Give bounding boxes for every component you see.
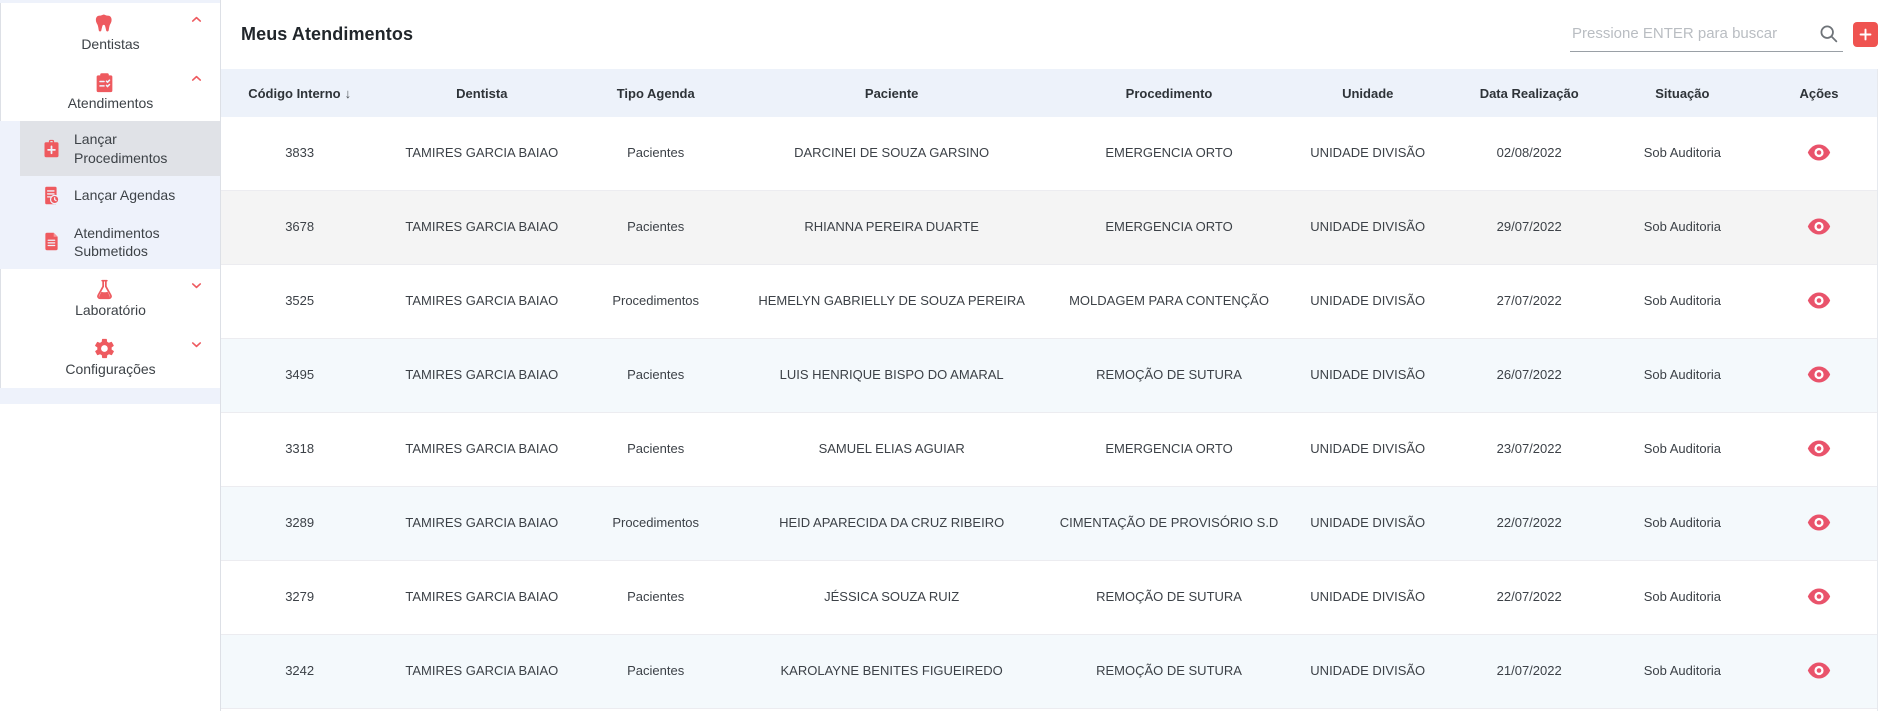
cell-data-realizacao: 22/07/2022 [1496, 589, 1562, 605]
cell-tipo-agenda: Procedimentos [612, 293, 700, 309]
atendimentos-table [221, 69, 1878, 711]
cell-paciente: DARCINEI DE SOUZA GARSINO [794, 145, 990, 161]
chevron-down-icon [189, 337, 204, 352]
cell-acoes [1761, 364, 1877, 388]
cell-codigo-interno: 3495 [285, 367, 315, 383]
cell-unidade: UNIDADE DIVISÃO [1310, 663, 1426, 679]
cell-codigo-interno: 3242 [285, 663, 315, 679]
cell-unidade: UNIDADE DIVISÃO [1310, 367, 1426, 383]
plus-icon [1857, 26, 1874, 43]
cell-paciente: HEID APARECIDA DA CRUZ RIBEIRO [779, 515, 1005, 531]
column-header-paciente[interactable]: Paciente [864, 85, 919, 101]
cell-acoes [1761, 290, 1877, 314]
cell-procedimento: REMOÇÃO DE SUTURA [1096, 367, 1242, 383]
table-row [221, 191, 1877, 265]
clipboard-check-icon [93, 71, 116, 94]
cell-situacao: Sob Auditoria [1643, 589, 1722, 605]
page-title: Meus Atendimentos [241, 24, 414, 44]
cell-tipo-agenda: Pacientes [627, 663, 685, 679]
table-row [221, 265, 1877, 339]
column-header-acoes: Ações [1799, 85, 1839, 101]
cell-situacao: Sob Auditoria [1643, 663, 1722, 679]
cell-data-realizacao: 29/07/2022 [1496, 219, 1562, 235]
cell-data-realizacao: 22/07/2022 [1496, 515, 1562, 531]
table-row [221, 339, 1877, 413]
view-atendimento-button[interactable] [1805, 216, 1833, 237]
eye-icon [1807, 144, 1831, 161]
chevron-down-icon [189, 278, 204, 293]
sidebar-item-atendimentos-submetidos[interactable] [20, 215, 220, 269]
column-header-procedimento[interactable]: Procedimento [1125, 85, 1213, 101]
cell-situacao: Sob Auditoria [1643, 145, 1722, 161]
table-row [221, 487, 1877, 561]
view-atendimento-button[interactable] [1805, 586, 1833, 607]
cell-codigo-interno: 3525 [285, 293, 315, 309]
sidebar-item-configuracoes[interactable] [0, 328, 220, 387]
cell-tipo-agenda: Pacientes [627, 367, 685, 383]
tooth-icon [93, 12, 116, 35]
cell-acoes [1761, 216, 1877, 240]
cell-paciente: JÉSSICA SOUZA RUIZ [824, 589, 960, 605]
cell-tipo-agenda: Pacientes [627, 589, 685, 605]
add-button[interactable] [1853, 22, 1878, 47]
cell-procedimento: CIMENTAÇÃO DE PROVISÓRIO S.D [1059, 515, 1279, 531]
column-header-situacao[interactable]: Situação [1655, 85, 1710, 101]
cell-paciente: RHIANNA PEREIRA DUARTE [804, 219, 979, 235]
cell-acoes [1761, 660, 1877, 684]
cell-dentista: TAMIRES GARCIA BAIAO [405, 367, 559, 383]
cell-dentista: TAMIRES GARCIA BAIAO [405, 145, 559, 161]
cell-paciente: LUIS HENRIQUE BISPO DO AMARAL [779, 367, 1004, 383]
eye-icon [1807, 514, 1831, 531]
view-atendimento-button[interactable] [1805, 142, 1833, 163]
cell-acoes [1761, 586, 1877, 610]
chevron-up-icon [189, 71, 204, 86]
view-atendimento-button[interactable] [1805, 290, 1833, 311]
sidebar [0, 0, 220, 711]
sidebar-item-label: Lançar Agendas [74, 187, 176, 204]
table-row [221, 635, 1877, 709]
column-header-data-realizacao[interactable]: Data Realização [1479, 85, 1579, 101]
medkit-icon [41, 138, 62, 159]
cell-situacao: Sob Auditoria [1643, 367, 1722, 383]
file-clock-icon [41, 185, 62, 206]
sidebar-nav [0, 0, 220, 404]
document-lines-icon [41, 231, 62, 252]
eye-icon [1807, 292, 1831, 309]
cell-data-realizacao: 27/07/2022 [1496, 293, 1562, 309]
cell-unidade: UNIDADE DIVISÃO [1310, 219, 1426, 235]
table-row [221, 117, 1877, 191]
cell-unidade: UNIDADE DIVISÃO [1310, 441, 1426, 457]
cell-data-realizacao: 23/07/2022 [1496, 441, 1562, 457]
cell-tipo-agenda: Procedimentos [612, 515, 700, 531]
cell-data-realizacao: 21/07/2022 [1496, 663, 1562, 679]
view-atendimento-button[interactable] [1805, 438, 1833, 459]
sidebar-item-label: Dentistas [81, 36, 140, 52]
cell-data-realizacao: 02/08/2022 [1496, 145, 1562, 161]
search-input[interactable] [1572, 25, 1818, 42]
cell-acoes [1761, 512, 1877, 536]
table-body [221, 117, 1877, 709]
sidebar-item-lancar-agendas[interactable] [20, 176, 220, 215]
sidebar-item-laboratorio[interactable] [0, 269, 220, 328]
table-row [221, 413, 1877, 487]
sidebar-item-atendimentos[interactable] [0, 62, 220, 121]
cell-situacao: Sob Auditoria [1643, 515, 1722, 531]
cell-dentista: TAMIRES GARCIA BAIAO [405, 515, 559, 531]
cell-acoes [1761, 142, 1877, 166]
cell-dentista: TAMIRES GARCIA BAIAO [405, 663, 559, 679]
column-header-tipo-agenda[interactable]: Tipo Agenda [616, 85, 695, 101]
cell-codigo-interno: 3678 [285, 219, 315, 235]
cell-dentista: TAMIRES GARCIA BAIAO [405, 441, 559, 457]
eye-icon [1807, 440, 1831, 457]
cell-data-realizacao: 26/07/2022 [1496, 367, 1562, 383]
cell-unidade: UNIDADE DIVISÃO [1310, 145, 1426, 161]
cell-codigo-interno: 3289 [285, 515, 315, 531]
sidebar-item-label: Atendimentos [67, 95, 154, 112]
main-content [220, 0, 1890, 711]
eye-icon [1807, 366, 1831, 383]
view-atendimento-button[interactable] [1805, 660, 1833, 681]
cell-dentista: TAMIRES GARCIA BAIAO [405, 589, 559, 605]
cell-tipo-agenda: Pacientes [627, 219, 685, 235]
eye-icon [1807, 588, 1831, 605]
column-header-codigo-interno[interactable]: Código Interno ↓ [248, 85, 352, 101]
cell-tipo-agenda: Pacientes [627, 441, 685, 457]
cell-codigo-interno: 3318 [285, 441, 315, 457]
cell-procedimento: EMERGENCIA ORTO [1105, 145, 1233, 161]
table-row [221, 561, 1877, 635]
cell-codigo-interno: 3833 [285, 145, 315, 161]
sidebar-item-label: Laboratório [75, 302, 146, 319]
sidebar-item-label: Lançar Procedimentos [74, 131, 168, 166]
cell-dentista: TAMIRES GARCIA BAIAO [405, 219, 559, 235]
table-header-row [221, 69, 1877, 117]
sidebar-item-label: Atendimentos Submetidos [74, 224, 160, 259]
cell-procedimento: REMOÇÃO DE SUTURA [1096, 663, 1242, 679]
sidebar-item-lancar-procedimentos[interactable] [20, 121, 220, 175]
view-atendimento-button[interactable] [1805, 512, 1833, 533]
cell-unidade: UNIDADE DIVISÃO [1310, 293, 1426, 309]
sidebar-item-label: Configurações [65, 361, 156, 378]
cell-situacao: Sob Auditoria [1643, 441, 1722, 457]
search-box [1570, 18, 1843, 52]
view-atendimento-button[interactable] [1805, 364, 1833, 385]
eye-icon [1807, 218, 1831, 235]
cell-paciente: SAMUEL ELIAS AGUIAR [818, 441, 965, 457]
sidebar-item-dentistas[interactable] [0, 3, 220, 62]
flask-icon [93, 278, 116, 301]
topbar [221, 0, 1878, 69]
cell-tipo-agenda: Pacientes [627, 145, 685, 161]
cell-dentista: TAMIRES GARCIA BAIAO [405, 293, 559, 309]
eye-icon [1807, 662, 1831, 679]
cell-situacao: Sob Auditoria [1643, 219, 1722, 235]
column-header-unidade[interactable]: Unidade [1342, 85, 1394, 101]
magnifier-icon[interactable] [1818, 23, 1839, 44]
cell-paciente: KAROLAYNE BENITES FIGUEIREDO [780, 663, 1003, 679]
cell-unidade: UNIDADE DIVISÃO [1310, 515, 1426, 531]
chevron-up-icon [189, 12, 204, 27]
cell-situacao: Sob Auditoria [1643, 293, 1722, 309]
cell-acoes [1761, 438, 1877, 462]
cell-procedimento: EMERGENCIA ORTO [1105, 441, 1233, 457]
cell-procedimento: MOLDAGEM PARA CONTENÇÃO [1069, 293, 1269, 309]
column-header-dentista[interactable]: Dentista [456, 85, 508, 101]
gear-icon [93, 337, 116, 360]
cell-unidade: UNIDADE DIVISÃO [1310, 589, 1426, 605]
cell-paciente: HEMELYN GABRIELLY DE SOUZA PEREIRA [758, 293, 1025, 309]
cell-procedimento: EMERGENCIA ORTO [1105, 219, 1233, 235]
cell-codigo-interno: 3279 [285, 589, 315, 605]
cell-procedimento: REMOÇÃO DE SUTURA [1096, 589, 1242, 605]
sort-desc-icon: ↓ [344, 85, 352, 101]
